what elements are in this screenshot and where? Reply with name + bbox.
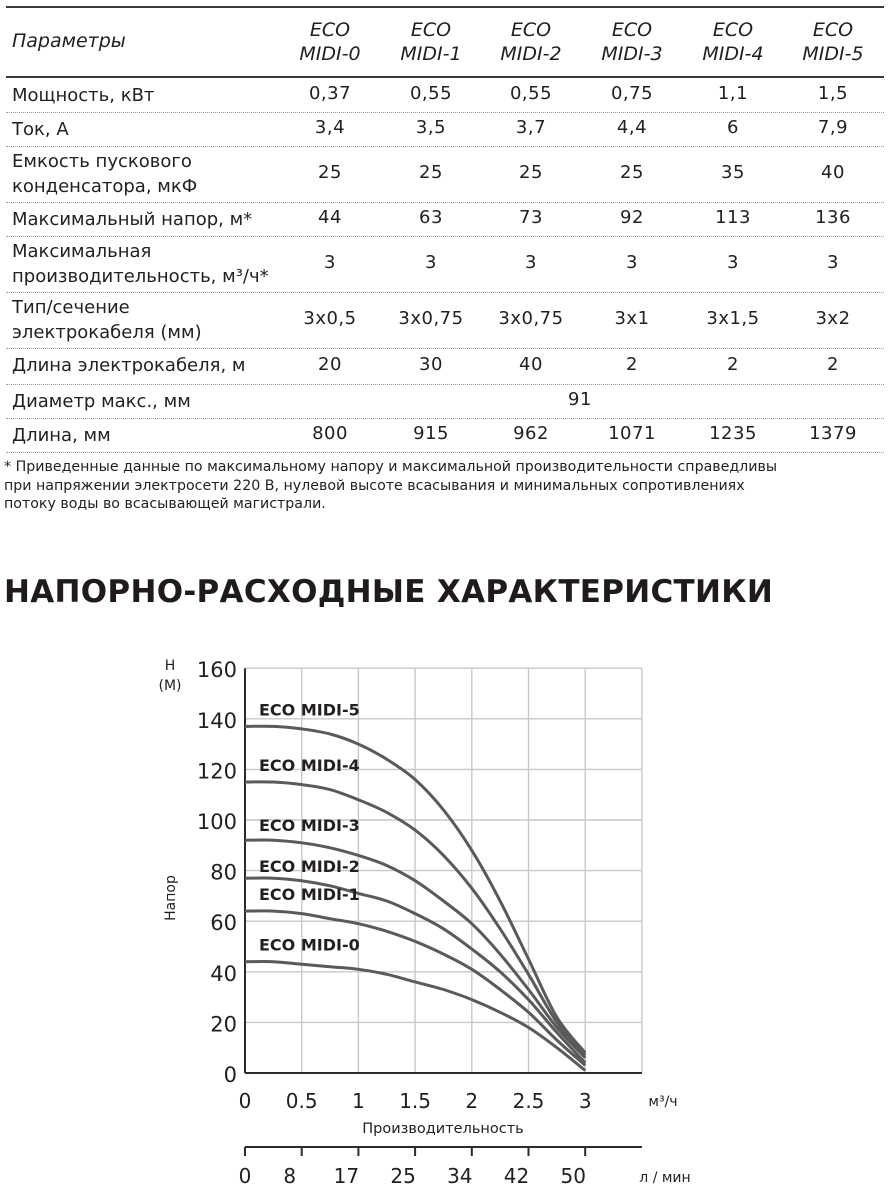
footnote-line: при напряжении электросети 220 В, нулевой высоте всасывания и минимальных сопротивлениях [4,477,745,494]
footnote-line: * Приведенные данные по максимальному напору и максимальной производительности справедливы [4,459,778,475]
cell-value: 3x0,5 [303,308,357,329]
x-tick-label: 2.5 [512,1089,545,1113]
model-header-line2: MIDI-4 [702,43,764,65]
secondary-x-tick-label: 8 [283,1164,297,1188]
x-axis-title: Производительность [362,1121,524,1137]
cell-value: 3 [626,252,638,273]
cell-value: 4,4 [616,117,648,138]
curve-label: ECO MIDI-1 [259,885,360,905]
secondary-x-unit-label: л / мин [639,1170,691,1186]
y-unit-label: (M) [158,678,182,694]
y-tick-label: 100 [196,810,237,834]
model-header-line2: MIDI-5 [802,43,864,65]
cell-value: 2 [727,354,739,375]
y-axis-title: Напор [163,875,179,921]
secondary-x-tick-label: 34 [447,1164,473,1188]
footnote-line: потоку воды во всасывающей магистрали. [4,496,326,512]
cell-value: 40 [821,162,845,183]
cell-value: 25 [620,162,644,183]
row-label-line: Емкость пускового [12,151,192,172]
x-tick-label: 0 [238,1089,252,1113]
curve-label: ECO MIDI-4 [259,756,360,776]
y-unit-label: H [164,658,176,674]
y-tick-label: 40 [210,961,237,986]
secondary-x-tick-label: 0 [238,1164,252,1188]
curve-label: ECO MIDI-5 [259,700,360,720]
row-label-line: Мощность, кВт [12,85,155,106]
cell-value: 915 [413,423,449,444]
y-tick-label: 60 [210,911,237,936]
cell-value: 3,7 [515,117,547,138]
cell-value: 25 [318,162,342,183]
section-title: НАПОРНО-РАСХОДНЫЕ ХАРАКТЕРИСТИКИ [4,574,774,610]
model-header-line2: MIDI-2 [500,43,562,65]
cell-value: 25 [419,162,443,183]
row-label-line: Максимальный напор, м* [12,209,253,230]
cell-value: 3 [525,252,537,273]
cell-value: 113 [715,207,751,228]
model-header-line1: ECO [712,19,754,41]
y-tick-label: 120 [196,759,237,784]
cell-value: 3 [727,252,739,273]
row-label-line: Диаметр макс., мм [12,391,191,412]
y-tick-label: 160 [196,658,237,683]
cell-value: 1071 [608,423,656,444]
cell-value: 1235 [709,423,757,444]
x-unit-label: м³/ч [648,1094,678,1110]
cell-value: 44 [318,207,342,228]
row-label-line: Длина электрокабеля, м [12,355,246,376]
cell-value: 0,37 [308,83,352,104]
model-header-line1: ECO [410,19,452,41]
curve-label: ECO MIDI-0 [259,935,360,955]
cell-value: 63 [419,207,443,228]
secondary-x-tick-label: 42 [503,1164,530,1188]
model-header-line2: MIDI-0 [299,43,361,65]
cell-value: 3x1,5 [706,308,760,329]
row-label-line: производительность, м³/ч* [12,266,269,287]
secondary-x-tick-label: 25 [390,1164,416,1188]
row-label-line: конденсатора, мкФ [12,176,198,197]
row-label-line: Ток, А [12,119,69,140]
x-tick-label: 3 [578,1089,592,1113]
cell-value: 0,55 [509,83,553,104]
cell-value: 2 [626,354,638,375]
row-label-line: электрокабеля (мм) [12,322,202,343]
x-tick-label: 2 [465,1089,479,1113]
cell-value: 3x2 [815,308,851,329]
curve-label: ECO MIDI-2 [259,857,360,877]
cell-value: 1379 [809,423,857,444]
cell-value: 962 [513,423,549,444]
cell-value: 1,5 [817,83,849,104]
cell-value: 3x0,75 [498,308,564,329]
cell-value: 3x1 [614,308,650,329]
model-header-line1: ECO [611,19,653,41]
cell-value: 136 [815,207,851,228]
secondary-x-tick-label: 17 [333,1164,360,1188]
x-tick-label: 1.5 [399,1089,432,1113]
param-header: Параметры [12,30,126,52]
cell-value: 30 [419,354,443,375]
model-header-line2: MIDI-3 [601,43,663,65]
x-tick-label: 0.5 [285,1089,318,1113]
cell-value: 3,5 [415,117,447,138]
cell-value: 7,9 [817,117,849,138]
cell-value: 40 [519,354,543,375]
cell-value: 3,4 [314,117,346,138]
cell-value: 1,1 [717,83,749,104]
cell-value: 3 [324,252,336,273]
cell-value: 3 [827,252,839,273]
curve-label: ECO MIDI-3 [259,816,360,836]
x-tick-label: 1 [352,1089,365,1113]
cell-value: 3x0,75 [398,308,464,329]
y-tick-label: 80 [210,860,237,885]
cell-value: 800 [312,423,348,444]
cell-value: 35 [721,162,745,183]
secondary-x-tick-label: 50 [560,1164,586,1188]
model-header-line1: ECO [812,19,854,41]
cell-value: 0,55 [409,83,453,104]
row-label-line: Длина, мм [12,425,111,446]
cell-value: 92 [620,207,644,228]
row-label-line: Тип/сечение [12,297,130,318]
cell-value: 0,75 [610,83,654,104]
y-tick-label: 140 [196,708,237,733]
cell-value: 6 [727,117,739,138]
model-header-line2: MIDI-1 [400,43,462,65]
model-header-line1: ECO [510,19,552,41]
cell-value: 73 [519,207,543,228]
row-label-line: Максимальная [12,241,152,262]
cell-value: 3 [425,252,437,273]
y-tick-label: 20 [210,1012,237,1037]
y-tick-label: 0 [223,1063,237,1087]
cell-value: 2 [827,354,839,375]
model-header-line1: ECO [309,19,351,41]
merged-cell-value: 91 [568,389,592,410]
cell-value: 20 [318,354,342,375]
cell-value: 25 [519,162,543,183]
